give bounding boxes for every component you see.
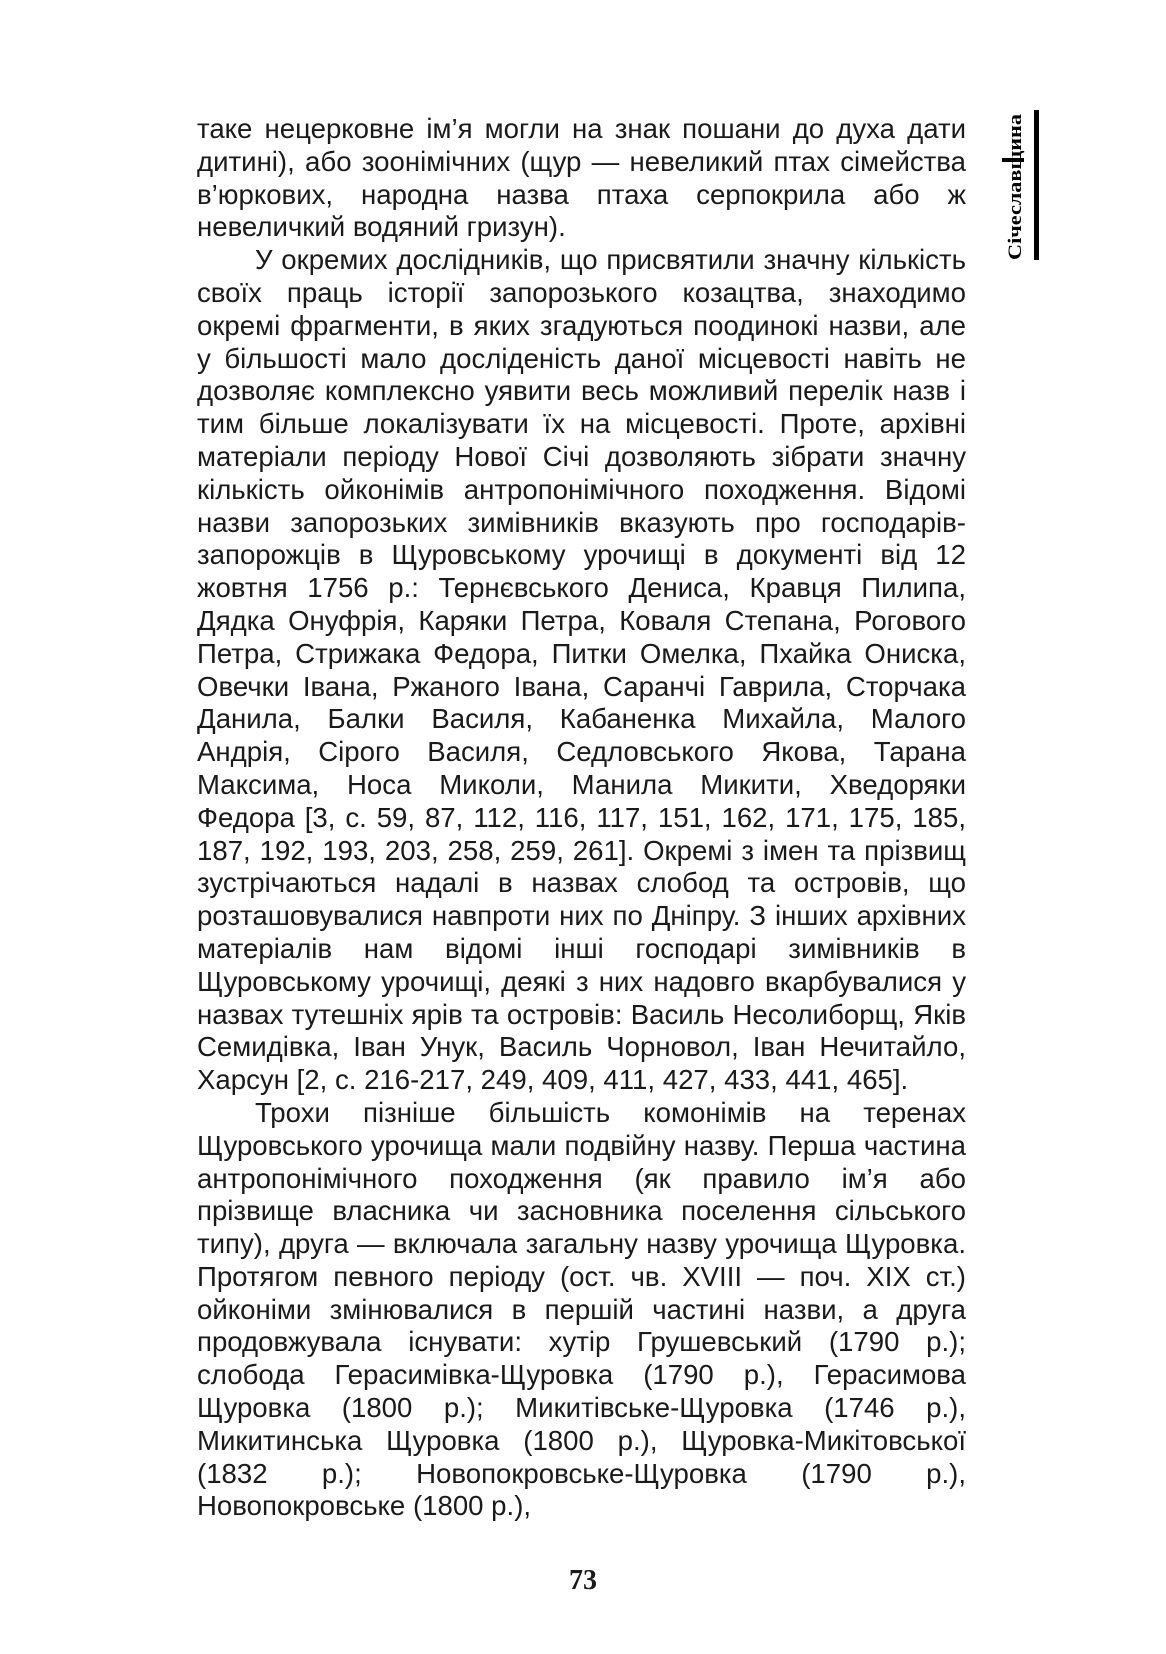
- paragraph-3: Трохи пізніше більшість комонімів на теренах Щуровського урочища мали подвійну назву. Перша частина антропонімічного походження (як правило ім’я або прізвище власника чи засновника поселення сільського типу), друга — включала загальну назву урочища Щуровка. Протягом певного періоду (ост. чв. XVIII — поч. XIX ст.) ойконіми змінювалися в першій частині назви, а друга продовжувала існувати: хутір Грушевський (1790 р.); слобода Герасимівка-Щуровка (1790 р.), Герасимова Щуровка (1800 р.); Микитівське-Щуровка (1746 р.), Микитинська Щуровка (1800 р.), Щуровка-Микітовської (1832 р.); Новопокровське-Щуровка (1790 р.), Новопокровське (1800 р.),: [197, 1096, 966, 1522]
- paragraph-1: таке нецерковне ім’я могли на знак пошани до духа дати дитині), або зоонімічних (щур — невеликий птах сімейства в’юркових, народна назва птаха серпокрила або ж невеличкий водяний гризун).: [197, 113, 966, 243]
- body-text: [197, 113, 966, 1523]
- paragraph-2: У окремих дослідників, що присвятили значну кількість своїх праць історії запорозького козацтва, знаходимо окремі фрагменти, в яких згадуються поодинокі назви, але у більшості мало досліденість даної місцевості навіть не дозволяє комплексно уявити весь можливий перелік назв і тим більше локалізувати їх на місцевості. Проте, архівні матеріали періоду Нової Січі дозволяють зібрати значну кількість ойконімів антропонімічного походження. Відомі назви запорозьких зимівників вказують про господарів-запорожців в Щуровському урочищі в документі від 12 жовтня 1756 р.: Тернєвського Дениса, Кравця Пилипа, Дядка Онуфрія, Каряки Петра, Коваля Степана, Рогового Петра, Стрижака Федора, Питки Омелка, Пхайка Ониска, Овечки Івана, Ржаного Івана, Саранчі Гаврила, Сторчака Данила, Балки Василя, Кабаненка Михайла, Малого Андрія, Сірого Василя, Седловського Якова, Тарана Максима, Носа Миколи, Манила Микити, Хведоряки Федора [3, с. 59, 87, 112, 116, 117, 151, 162, 171, 175, 185, 187, 192, 193, 203, 258, 259, 261]. Окремі з імен та прізвищ зустрічаються надалі в назвах слобод та островів, що розташовувалися навпроти них по Дніпру. З інших архівних матеріалів нам відомі інші господарі зимівників в Щуровському урочищі, деякі з них надовго вкарбувалися у назвах тутешніх ярів та островів: Василь Несолиборщ, Яків Семидівка, Іван Унук, Василь Чорновол, Іван Нечитайло, Харсун [2, с. 216-217, 249, 409, 411, 427, 433, 441, 465].: [197, 244, 966, 1096]
- journal-logo-text: [1002, 110, 1026, 260]
- journal-logo-label: Січеславщина: [1005, 135, 1026, 260]
- journal-logo: [1002, 110, 1042, 260]
- page-number: 73: [569, 1565, 597, 1596]
- journal-logo-graphic: [1002, 110, 1026, 260]
- journal-logo-bar: [1034, 110, 1039, 260]
